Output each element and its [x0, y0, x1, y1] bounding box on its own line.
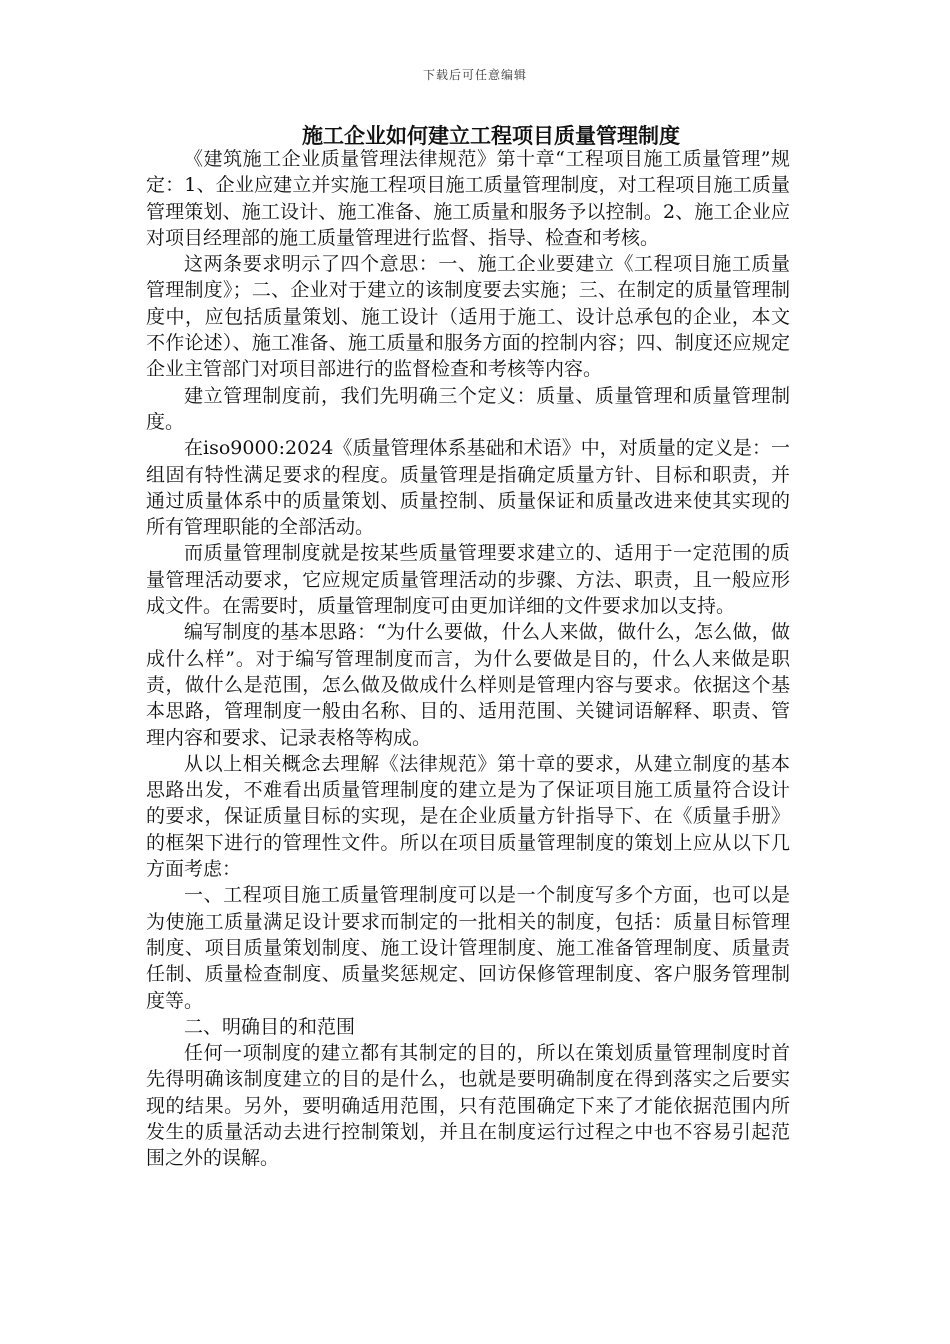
paragraph: 《建筑施工企业质量管理法律规范》第十章“工程项目施工质量管理”规定：1、企业应建立并实施工程项目施工质量管理制度，对工程项目施工质量管理策划、施工设计、施工准备、施工质量和服务予以控制。2、施工企业应对项目经理部的施工质量管理进行监督、指导、检查和考核。 — [146, 148, 790, 249]
paragraph: 这两条要求明示了四个意思：一、施工企业要建立《工程项目施工质量管理制度》；二、企业对于建立的该制度要去实施；三、在制定的质量管理制度中，应包括质量策划、施工设计（适用于施工、设计总承包的企业，本文不作论述）、施工准备、施工质量和服务方面的控制内容；四、制度还应规定企业主管部门对项目部进行的监督检查和考核等内容。 — [146, 253, 790, 381]
document-title: 施工企业如何建立工程项目质量管理制度 — [302, 123, 680, 148]
paragraph: 任何一项制度的建立都有其制定的目的，所以在策划质量管理制度时首先得明确该制度建立的目的是什么，也就是要明确制度在得到落实之后要实现的结果。另外，要明确适用范围，只有范围确定下来了才能依据范围内所发生的质量活动去进行控制策划，并且在制度运行过程之中也不容易引起范围之外的误解。 — [146, 1042, 790, 1170]
page-header: 下载后可任意编辑 — [422, 68, 527, 82]
section-heading: 二、明确目的和范围 — [184, 1015, 356, 1038]
paragraph: 编写制度的基本思路：“为什么要做，什么人来做，做什么，怎么做，做成什么样”。对于编写管理制度而言，为什么要做是目的，什么人来做是职责，做什么是范围，怎么做及做成什么样则是管理内容与要求。依据这个基本思路，管理制度一般由名称、目的、适用范围、关键词语解释、职责、管理内容和要求、记录表格等构成。 — [146, 621, 790, 749]
paragraph: 在iso9000:2024《质量管理体系基础和术语》中，对质量的定义是：一组固有特性满足要求的程度。质量管理是指确定质量方针、目标和职责，并通过质量体系中的质量策划、质量控制、质量保证和质量改进来使其实现的所有管理职能的全部活动。 — [146, 437, 790, 539]
paragraph: 一、工程项目施工质量管理制度可以是一个制度写多个方面，也可以是为使施工质量满足设计要求而制定的一批相关的制度，包括：质量目标管理制度、项目质量策划制度、施工设计管理制度、施工准备管理制度、质量责任制、质量检查制度、质量奖惩规定、回访保修管理制度、客户服务管理制度等。 — [146, 884, 790, 1012]
document-body — [146, 146, 790, 1172]
paragraph: 而质量管理制度就是按某些质量管理要求建立的、适用于一定范围的质量管理活动要求，它应规定质量管理活动的步骤、方法、职责，且一般应形成文件。在需要时，质量管理制度可由更加详细的文件要求加以支持。 — [146, 542, 790, 618]
paragraph: 从以上相关概念去理解《法律规范》第十章的要求，从建立制度的基本思路出发，不难看出质量管理制度的建立是为了保证项目施工质量符合设计的要求，保证质量目标的实现，是在企业质量方针指导下、在《质量手册》的框架下进行的管理性文件。所以在项目质量管理制度的策划上应从以下几方面考虑： — [146, 752, 790, 881]
paragraph: 建立管理制度前，我们先明确三个定义：质量、质量管理和质量管理制度。 — [146, 384, 790, 433]
